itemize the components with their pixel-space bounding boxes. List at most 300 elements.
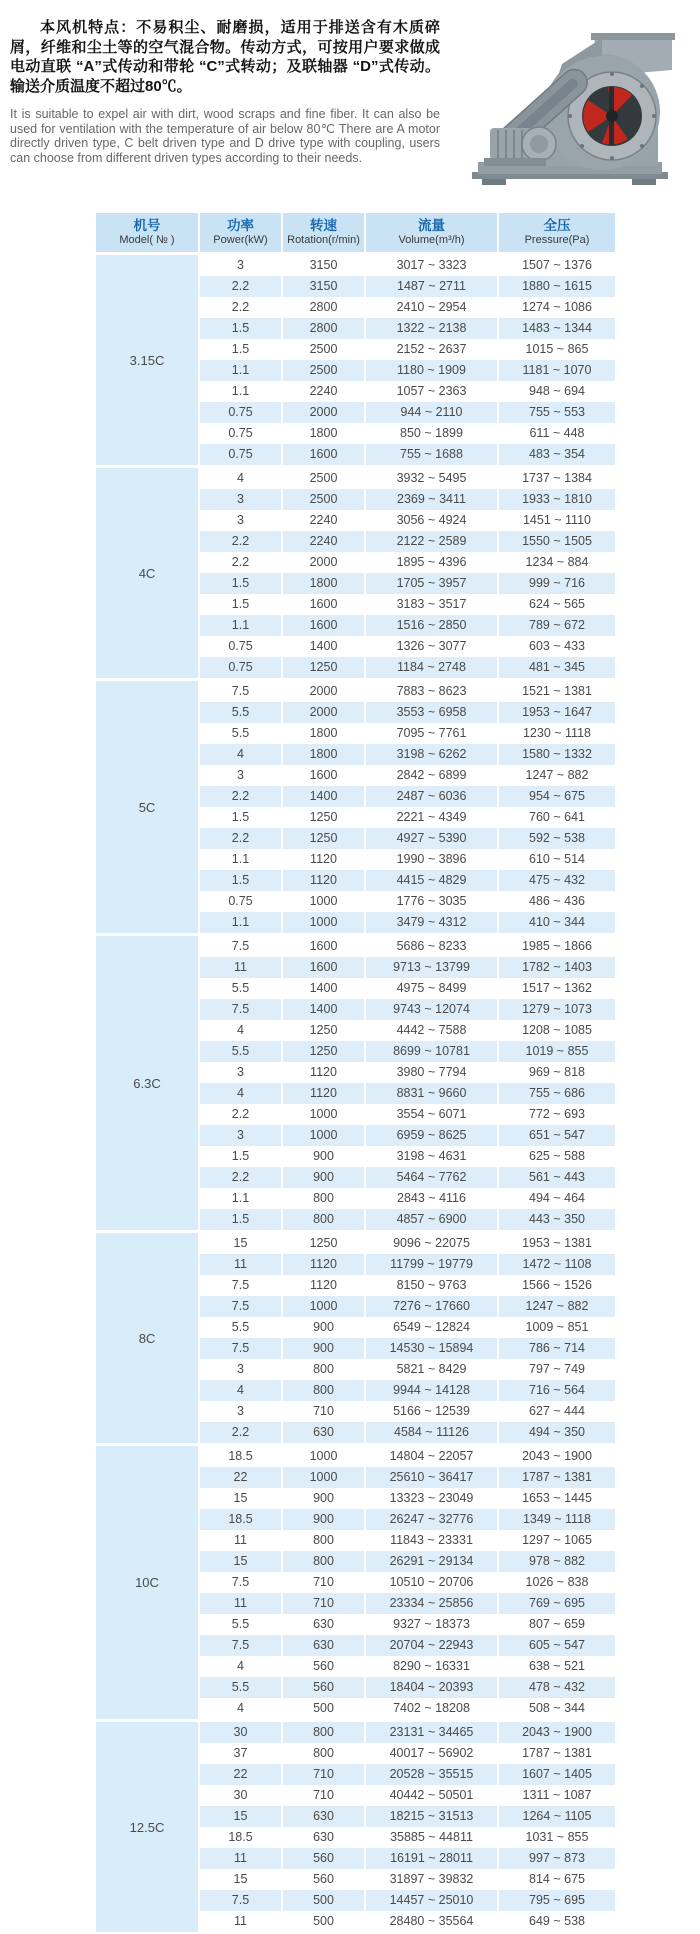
volume-cell: 8290 ~ 16331: [366, 1656, 497, 1677]
table-row: [200, 297, 615, 318]
rotation-cell: 1600: [283, 615, 364, 636]
power-cell: 15: [200, 1869, 281, 1890]
volume-cell: 18215 ~ 31513: [366, 1806, 497, 1827]
table-row: [200, 276, 615, 297]
pressure-cell: 410 ~ 344: [499, 912, 615, 933]
rotation-cell: 710: [283, 1572, 364, 1593]
table-row: [200, 1188, 615, 1209]
pressure-cell: 807 ~ 659: [499, 1614, 615, 1635]
power-cell: 11: [200, 1848, 281, 1869]
volume-cell: 3980 ~ 7794: [366, 1062, 497, 1083]
table-row: [200, 744, 615, 765]
intro-paragraph-chinese: 本风机特点：不易积尘、耐磨损，适用于排送含有木质碎屑，纤维和尘土等的空气混合物。传动方式，可按用户要求做成电动直联 “A”式传动和带轮 “C”式转动；及联轴器 “D”式传动。输送介质温度不超过80℃。: [10, 19, 440, 95]
table-row: [200, 702, 615, 723]
volume-cell: 16191 ~ 28011: [366, 1848, 497, 1869]
volume-cell: 5464 ~ 7762: [366, 1167, 497, 1188]
table-row: [200, 999, 615, 1020]
model-section: [96, 255, 615, 465]
power-cell: 7.5: [200, 1296, 281, 1317]
pressure-cell: 1247 ~ 882: [499, 765, 615, 786]
table-row: [200, 957, 615, 978]
rotation-cell: 630: [283, 1614, 364, 1635]
model-section: [96, 1722, 615, 1932]
pressure-cell: 789 ~ 672: [499, 615, 615, 636]
pressure-cell: 1208 ~ 1085: [499, 1020, 615, 1041]
table-row: [200, 1209, 615, 1230]
rotation-cell: 900: [283, 1338, 364, 1359]
power-cell: 1.5: [200, 807, 281, 828]
volume-cell: 35885 ~ 44811: [366, 1827, 497, 1848]
power-cell: 7.5: [200, 999, 281, 1020]
rotation-cell: 630: [283, 1422, 364, 1443]
fan-product-image: [440, 16, 696, 197]
volume-cell: 7883 ~ 8623: [366, 681, 497, 702]
table-row: [200, 573, 615, 594]
pressure-cell: 795 ~ 695: [499, 1890, 615, 1911]
rotation-cell: 2500: [283, 468, 364, 489]
volume-cell: 850 ~ 1899: [366, 423, 497, 444]
table-row: [200, 723, 615, 744]
pressure-cell: 1451 ~ 1110: [499, 510, 615, 531]
table-row: [200, 1677, 615, 1698]
power-cell: 4: [200, 1020, 281, 1041]
table-row: [200, 786, 615, 807]
table-row: [200, 828, 615, 849]
pressure-cell: 755 ~ 553: [499, 402, 615, 423]
pressure-cell: 508 ~ 344: [499, 1698, 615, 1719]
table-row: [200, 1467, 615, 1488]
power-cell: 5.5: [200, 1614, 281, 1635]
pressure-cell: 786 ~ 714: [499, 1338, 615, 1359]
volume-cell: 2369 ~ 3411: [366, 489, 497, 510]
table-row: [200, 1593, 615, 1614]
header-model-en: Model( № ): [119, 234, 175, 246]
power-cell: 18.5: [200, 1446, 281, 1467]
section-rows: [200, 936, 615, 1230]
model-cell: 4C: [96, 468, 198, 678]
volume-cell: 4927 ~ 5390: [366, 828, 497, 849]
rotation-cell: 630: [283, 1827, 364, 1848]
power-cell: 4: [200, 1656, 281, 1677]
centrifugal-fan-illustration: [442, 24, 694, 192]
power-cell: 4: [200, 1380, 281, 1401]
power-cell: 30: [200, 1722, 281, 1743]
table-row: [200, 1359, 615, 1380]
model-cell: 10C: [96, 1446, 198, 1719]
pressure-cell: 605 ~ 547: [499, 1635, 615, 1656]
table-row: [200, 1296, 615, 1317]
table-row: [200, 1551, 615, 1572]
volume-cell: 26291 ~ 29134: [366, 1551, 497, 1572]
rotation-cell: 1000: [283, 1446, 364, 1467]
power-cell: 7.5: [200, 681, 281, 702]
volume-cell: 3553 ~ 6958: [366, 702, 497, 723]
rotation-cell: 1250: [283, 828, 364, 849]
power-cell: 5.5: [200, 1317, 281, 1338]
header-rotation-cn: 转速: [310, 218, 337, 233]
power-cell: 11: [200, 1593, 281, 1614]
power-cell: 2.2: [200, 1422, 281, 1443]
volume-cell: 1326 ~ 3077: [366, 636, 497, 657]
rotation-cell: 2800: [283, 297, 364, 318]
power-cell: 37: [200, 1743, 281, 1764]
rotation-cell: 1000: [283, 1296, 364, 1317]
power-cell: 18.5: [200, 1827, 281, 1848]
pressure-cell: 760 ~ 641: [499, 807, 615, 828]
power-cell: 11: [200, 1254, 281, 1275]
rotation-cell: 500: [283, 1911, 364, 1932]
power-cell: 2.2: [200, 531, 281, 552]
power-cell: 1.1: [200, 381, 281, 402]
pressure-cell: 1782 ~ 1403: [499, 957, 615, 978]
volume-cell: 1487 ~ 2711: [366, 276, 497, 297]
rotation-cell: 900: [283, 1167, 364, 1188]
volume-cell: 1184 ~ 2748: [366, 657, 497, 678]
rotation-cell: 900: [283, 1317, 364, 1338]
rotation-cell: 1600: [283, 765, 364, 786]
power-cell: 1.5: [200, 1209, 281, 1230]
volume-cell: 20528 ~ 35515: [366, 1764, 497, 1785]
table-row: [200, 1806, 615, 1827]
pressure-cell: 1247 ~ 882: [499, 1296, 615, 1317]
rotation-cell: 900: [283, 1146, 364, 1167]
pressure-cell: 651 ~ 547: [499, 1125, 615, 1146]
rotation-cell: 1120: [283, 1083, 364, 1104]
pressure-cell: 592 ~ 538: [499, 828, 615, 849]
pressure-cell: 1550 ~ 1505: [499, 531, 615, 552]
pressure-cell: 475 ~ 432: [499, 870, 615, 891]
power-cell: 11: [200, 1911, 281, 1932]
power-cell: 0.75: [200, 444, 281, 465]
header-pressure-en: Pressure(Pa): [524, 234, 590, 246]
pressure-cell: 1566 ~ 1526: [499, 1275, 615, 1296]
volume-cell: 26247 ~ 32776: [366, 1509, 497, 1530]
pressure-cell: 969 ~ 818: [499, 1062, 615, 1083]
pressure-cell: 1349 ~ 1118: [499, 1509, 615, 1530]
pressure-cell: 649 ~ 538: [499, 1911, 615, 1932]
pressure-cell: 625 ~ 588: [499, 1146, 615, 1167]
rotation-cell: 630: [283, 1635, 364, 1656]
pressure-cell: 1653 ~ 1445: [499, 1488, 615, 1509]
power-cell: 1.1: [200, 849, 281, 870]
table-row: [200, 1869, 615, 1890]
volume-cell: 9327 ~ 18373: [366, 1614, 497, 1635]
volume-cell: 9743 ~ 12074: [366, 999, 497, 1020]
power-cell: 2.2: [200, 786, 281, 807]
power-cell: 30: [200, 1785, 281, 1806]
rotation-cell: 800: [283, 1209, 364, 1230]
volume-cell: 1990 ~ 3896: [366, 849, 497, 870]
pressure-cell: 948 ~ 694: [499, 381, 615, 402]
power-cell: 3: [200, 255, 281, 276]
power-cell: 1.5: [200, 1146, 281, 1167]
rotation-cell: 2500: [283, 360, 364, 381]
volume-cell: 1180 ~ 1909: [366, 360, 497, 381]
volume-cell: 2122 ~ 2589: [366, 531, 497, 552]
rotation-cell: 710: [283, 1401, 364, 1422]
volume-cell: 4857 ~ 6900: [366, 1209, 497, 1230]
table-row: [200, 681, 615, 702]
rotation-cell: 1120: [283, 1275, 364, 1296]
power-cell: 7.5: [200, 1635, 281, 1656]
pressure-cell: 2043 ~ 1900: [499, 1446, 615, 1467]
power-cell: 18.5: [200, 1509, 281, 1530]
power-cell: 7.5: [200, 1338, 281, 1359]
volume-cell: 3198 ~ 6262: [366, 744, 497, 765]
pressure-cell: 483 ~ 354: [499, 444, 615, 465]
pressure-cell: 561 ~ 443: [499, 1167, 615, 1188]
rotation-cell: 1250: [283, 1233, 364, 1254]
table-row: [200, 1890, 615, 1911]
power-cell: 3: [200, 489, 281, 510]
pressure-cell: 797 ~ 749: [499, 1359, 615, 1380]
rotation-cell: 2000: [283, 552, 364, 573]
volume-cell: 11799 ~ 19779: [366, 1254, 497, 1275]
pressure-cell: 1507 ~ 1376: [499, 255, 615, 276]
pressure-cell: 1264 ~ 1105: [499, 1806, 615, 1827]
table-row: [200, 255, 615, 276]
rotation-cell: 800: [283, 1380, 364, 1401]
volume-cell: 14804 ~ 22057: [366, 1446, 497, 1467]
volume-cell: 1895 ~ 4396: [366, 552, 497, 573]
rotation-cell: 1800: [283, 573, 364, 594]
volume-cell: 1705 ~ 3957: [366, 573, 497, 594]
volume-cell: 25610 ~ 36417: [366, 1467, 497, 1488]
pressure-cell: 1787 ~ 1381: [499, 1467, 615, 1488]
pressure-cell: 478 ~ 432: [499, 1677, 615, 1698]
table-row: [200, 1848, 615, 1869]
rotation-cell: 1250: [283, 1020, 364, 1041]
table-row: [200, 615, 615, 636]
power-cell: 2.2: [200, 828, 281, 849]
volume-cell: 3198 ~ 4631: [366, 1146, 497, 1167]
pressure-cell: 1787 ~ 1381: [499, 1743, 615, 1764]
pressure-cell: 1933 ~ 1810: [499, 489, 615, 510]
table-row: [200, 423, 615, 444]
rotation-cell: 900: [283, 1509, 364, 1530]
volume-cell: 8831 ~ 9660: [366, 1083, 497, 1104]
section-rows: [200, 1233, 615, 1443]
table-row: [200, 1254, 615, 1275]
volume-cell: 4415 ~ 4829: [366, 870, 497, 891]
power-cell: 7.5: [200, 1275, 281, 1296]
rotation-cell: 560: [283, 1656, 364, 1677]
table-row: [200, 1146, 615, 1167]
model-section: [96, 936, 615, 1230]
rotation-cell: 1000: [283, 912, 364, 933]
power-cell: 3: [200, 1401, 281, 1422]
table-row: [200, 360, 615, 381]
header-rotation: [283, 213, 364, 252]
volume-cell: 31897 ~ 39832: [366, 1869, 497, 1890]
table-row: [200, 1233, 615, 1254]
table-row: [200, 1422, 615, 1443]
table-row: [200, 381, 615, 402]
rotation-cell: 1120: [283, 870, 364, 891]
pressure-cell: 1031 ~ 855: [499, 1827, 615, 1848]
pressure-cell: 1181 ~ 1070: [499, 360, 615, 381]
model-cell: 8C: [96, 1233, 198, 1443]
volume-cell: 1057 ~ 2363: [366, 381, 497, 402]
table-row: [200, 594, 615, 615]
pressure-cell: 1472 ~ 1108: [499, 1254, 615, 1275]
power-cell: 3: [200, 1062, 281, 1083]
table-row: [200, 1041, 615, 1062]
pressure-cell: 1607 ~ 1405: [499, 1764, 615, 1785]
pressure-cell: 1521 ~ 1381: [499, 681, 615, 702]
rotation-cell: 2000: [283, 402, 364, 423]
section-rows: [200, 468, 615, 678]
volume-cell: 8699 ~ 10781: [366, 1041, 497, 1062]
power-cell: 22: [200, 1764, 281, 1785]
power-cell: 3: [200, 765, 281, 786]
volume-cell: 5686 ~ 8233: [366, 936, 497, 957]
header-volume: [366, 213, 497, 252]
table-header: [96, 213, 615, 252]
volume-cell: 13323 ~ 23049: [366, 1488, 497, 1509]
pressure-cell: 1985 ~ 1866: [499, 936, 615, 957]
table-row: [200, 849, 615, 870]
table-row: [200, 1062, 615, 1083]
volume-cell: 3017 ~ 3323: [366, 255, 497, 276]
rotation-cell: 2500: [283, 339, 364, 360]
power-cell: 15: [200, 1551, 281, 1572]
table-row: [200, 318, 615, 339]
rotation-cell: 800: [283, 1530, 364, 1551]
volume-cell: 4584 ~ 11126: [366, 1422, 497, 1443]
power-cell: 4: [200, 1083, 281, 1104]
table-row: [200, 1317, 615, 1338]
rotation-cell: 1000: [283, 1125, 364, 1146]
rotation-cell: 1600: [283, 444, 364, 465]
volume-cell: 23334 ~ 25856: [366, 1593, 497, 1614]
volume-cell: 14457 ~ 25010: [366, 1890, 497, 1911]
power-cell: 0.75: [200, 891, 281, 912]
rotation-cell: 3150: [283, 276, 364, 297]
power-cell: 2.2: [200, 552, 281, 573]
header-pressure-cn: 全压: [543, 218, 571, 233]
model-section: [96, 1446, 615, 1719]
rotation-cell: 800: [283, 1359, 364, 1380]
pressure-cell: 1953 ~ 1647: [499, 702, 615, 723]
volume-cell: 11843 ~ 23331: [366, 1530, 497, 1551]
volume-cell: 4975 ~ 8499: [366, 978, 497, 999]
pressure-cell: 2043 ~ 1900: [499, 1722, 615, 1743]
pressure-cell: 486 ~ 436: [499, 891, 615, 912]
table-row: [200, 1509, 615, 1530]
rotation-cell: 1800: [283, 423, 364, 444]
rotation-cell: 560: [283, 1869, 364, 1890]
table-row: [200, 1488, 615, 1509]
section-rows: [200, 681, 615, 933]
rotation-cell: 1400: [283, 786, 364, 807]
section-rows: [200, 255, 615, 465]
rotation-cell: 710: [283, 1764, 364, 1785]
model-cell: 12.5C: [96, 1722, 198, 1932]
power-cell: 0.75: [200, 636, 281, 657]
volume-cell: 23131 ~ 34465: [366, 1722, 497, 1743]
table-row: [200, 1656, 615, 1677]
volume-cell: 8150 ~ 9763: [366, 1275, 497, 1296]
rotation-cell: 1400: [283, 636, 364, 657]
table-row: [200, 1338, 615, 1359]
volume-cell: 2487 ~ 6036: [366, 786, 497, 807]
table-body: [96, 255, 615, 1932]
model-cell: 5C: [96, 681, 198, 933]
rotation-cell: 1250: [283, 1041, 364, 1062]
rotation-cell: 1000: [283, 1467, 364, 1488]
power-cell: 15: [200, 1488, 281, 1509]
power-cell: 2.2: [200, 1104, 281, 1125]
pressure-cell: 1274 ~ 1086: [499, 297, 615, 318]
table-row: [200, 1722, 615, 1743]
rotation-cell: 2800: [283, 318, 364, 339]
pressure-cell: 1737 ~ 1384: [499, 468, 615, 489]
table-row: [200, 468, 615, 489]
rotation-cell: 1120: [283, 1254, 364, 1275]
pressure-cell: 1580 ~ 1332: [499, 744, 615, 765]
volume-cell: 3932 ~ 5495: [366, 468, 497, 489]
rotation-cell: 2500: [283, 489, 364, 510]
pressure-cell: 1483 ~ 1344: [499, 318, 615, 339]
volume-cell: 2410 ~ 2954: [366, 297, 497, 318]
rotation-cell: 1250: [283, 657, 364, 678]
power-cell: 1.1: [200, 1188, 281, 1209]
rotation-cell: 800: [283, 1188, 364, 1209]
power-cell: 5.5: [200, 723, 281, 744]
rotation-cell: 710: [283, 1593, 364, 1614]
table-row: [200, 402, 615, 423]
pressure-cell: 494 ~ 350: [499, 1422, 615, 1443]
volume-cell: 3056 ~ 4924: [366, 510, 497, 531]
power-cell: 7.5: [200, 1890, 281, 1911]
model-section: [96, 681, 615, 933]
table-row: [200, 1125, 615, 1146]
volume-cell: 40017 ~ 56902: [366, 1743, 497, 1764]
pressure-cell: 769 ~ 695: [499, 1593, 615, 1614]
power-cell: 1.1: [200, 912, 281, 933]
table-row: [200, 891, 615, 912]
volume-cell: 2152 ~ 2637: [366, 339, 497, 360]
rotation-cell: 1120: [283, 849, 364, 870]
volume-cell: 3479 ~ 4312: [366, 912, 497, 933]
pressure-cell: 603 ~ 433: [499, 636, 615, 657]
header-power-en: Power(kW): [213, 234, 268, 246]
pressure-cell: 638 ~ 521: [499, 1656, 615, 1677]
pressure-cell: 999 ~ 716: [499, 573, 615, 594]
intro-paragraph-english: It is suitable to expel air with dirt, wood scraps and fine fiber. It can also be used for ventilation with the temperature of air below 80℃ There are A motor directly driven type, C belt driven type and D drive type with coupling, users can choose from different driven types according to their needs.: [10, 107, 440, 165]
rotation-cell: 1400: [283, 978, 364, 999]
pressure-cell: 772 ~ 693: [499, 1104, 615, 1125]
rotation-cell: 2240: [283, 381, 364, 402]
power-cell: 5.5: [200, 1677, 281, 1698]
rotation-cell: 630: [283, 1806, 364, 1827]
pressure-cell: 481 ~ 345: [499, 657, 615, 678]
volume-cell: 3554 ~ 6071: [366, 1104, 497, 1125]
power-cell: 15: [200, 1806, 281, 1827]
power-cell: 5.5: [200, 978, 281, 999]
volume-cell: 6549 ~ 12824: [366, 1317, 497, 1338]
rotation-cell: 1120: [283, 1062, 364, 1083]
table-row: [200, 807, 615, 828]
rotation-cell: 2000: [283, 702, 364, 723]
table-row: [200, 1083, 615, 1104]
volume-cell: 14530 ~ 15894: [366, 1338, 497, 1359]
table-row: [200, 339, 615, 360]
table-row: [200, 1743, 615, 1764]
pressure-cell: 954 ~ 675: [499, 786, 615, 807]
table-row: [200, 1020, 615, 1041]
